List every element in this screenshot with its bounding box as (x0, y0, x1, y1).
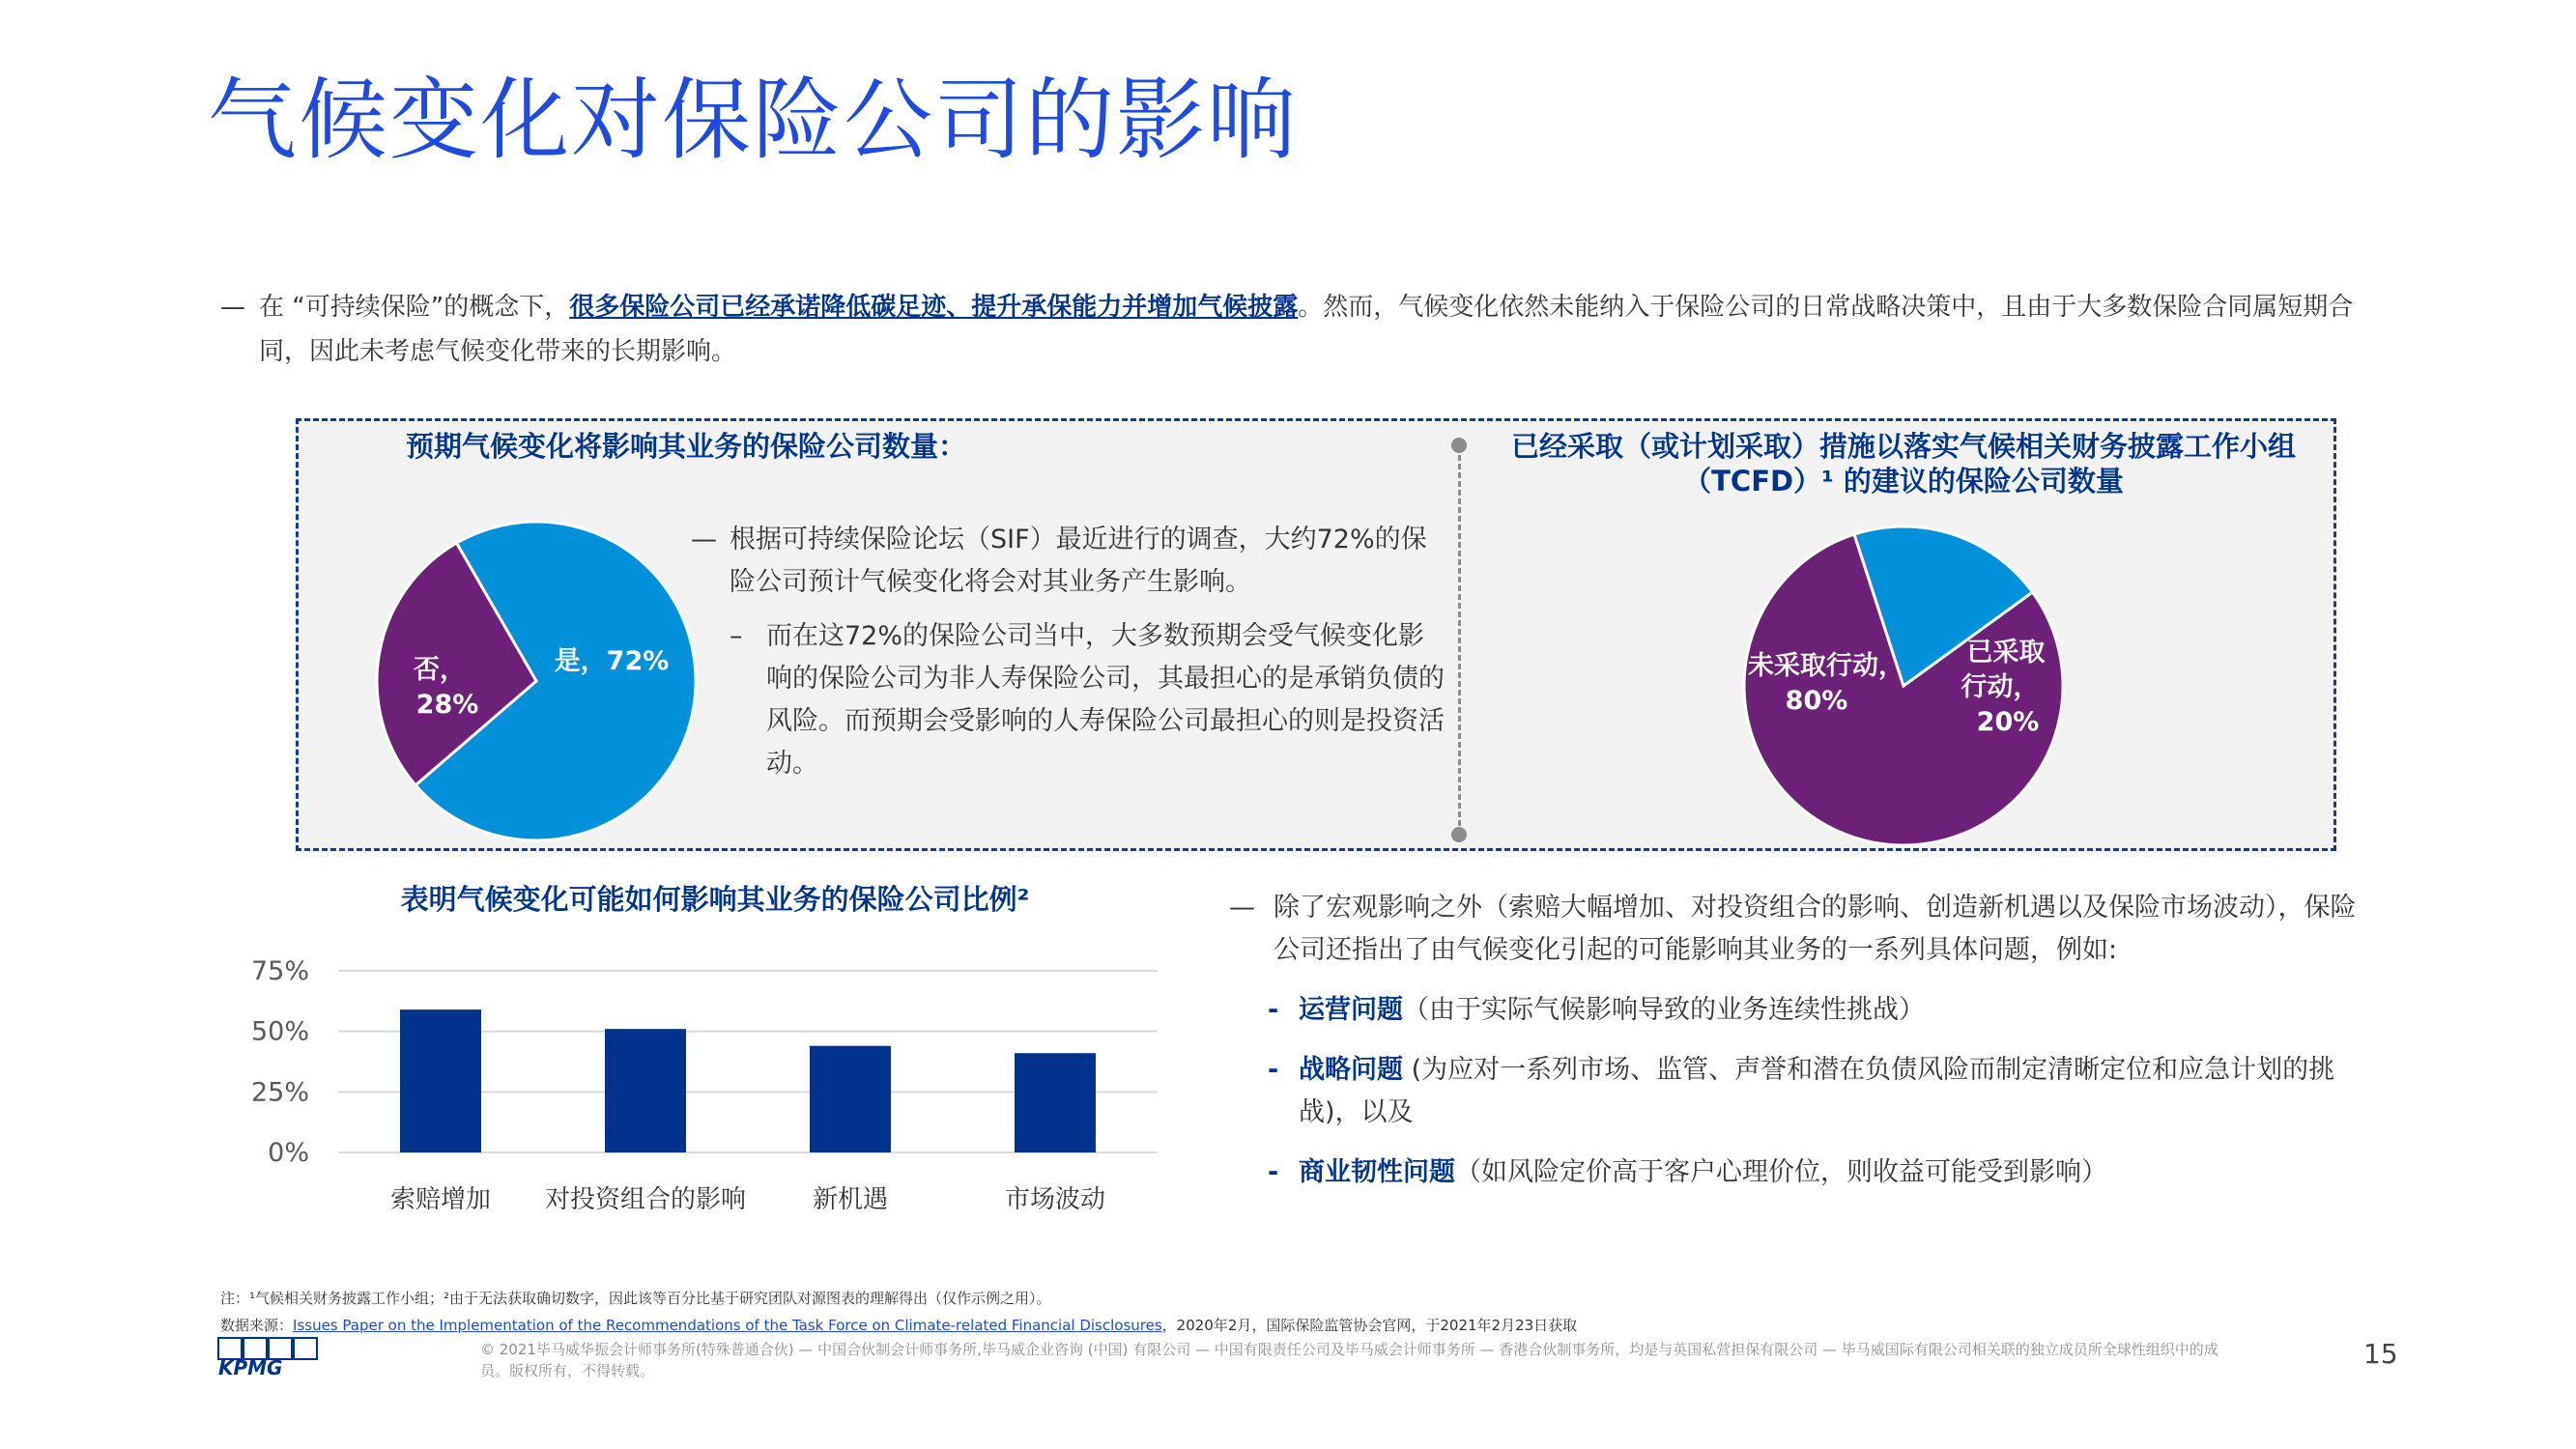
source-rest: ，2020年2月，国际保险监管协会官网，于2021年2月23日获取 (1161, 1317, 1578, 1334)
issue-keyword: 商业韧性问题 (1299, 1157, 1455, 1187)
issue-item (1229, 1049, 2369, 1134)
pie2-title: 已经采取（或计划采取）措施以落实气候相关财务披露工作小组（TCFD）¹ 的建议的保险公司数量 (1510, 430, 2296, 497)
kpmg-logo (216, 1336, 323, 1377)
impact-issues-text (1229, 887, 2369, 1194)
issue-text: （由于实际气候影响导致的业务连续性挑战） (1403, 995, 1925, 1025)
intro-text-highlight: 很多保险公司已经承诺降低碳足迹、提升承保能力并增加气候披露 (569, 293, 1299, 322)
footnotes (220, 1285, 2153, 1339)
page-title: 气候变化对保险公司的影响 (208, 69, 1299, 172)
pie2-chart (1739, 522, 2068, 850)
issue-text: (为应对一系列市场、监管、声誉和潜在负债风险而制定清晰定位和应急计划的挑战)，以及 (1299, 1055, 2335, 1127)
sif-main: 根据可持续保险论坛（SIF）最近进行的调查，大约72%的保险公司预计气候变化将会对其业务产生影响。 (730, 525, 1427, 597)
bar (400, 1009, 481, 1152)
pie1-label-no-2: 28% (415, 690, 479, 720)
intro-dash: — (220, 293, 245, 322)
copyright: © 2021毕马威华振会计师事务所(特殊普通合伙) — 中国合伙制会计师事务所,毕马威企业咨询 (中国) 有限公司 — 中国有限责任公司及毕马威会计师事务所 — 香港合伙制事务所，均是与英国私营担保有限公司 — 毕马威国际有限公司相关联的独立成员所全球性组织中的成员。版权所有，不得转载。 (480, 1341, 2218, 1379)
bar (810, 1046, 891, 1152)
bar-chart (222, 942, 1169, 1222)
logo-text: KPMG (218, 1356, 283, 1377)
bar-ytick-label: 50% (250, 1016, 309, 1047)
bar (605, 1029, 686, 1152)
bar-ytick-label: 25% (250, 1077, 309, 1108)
pie1-title: 预期气候变化将影响其业务的保险公司数量： (406, 430, 967, 463)
issue-keyword: 战略问题 (1299, 1055, 1403, 1085)
intro-paragraph (220, 285, 2385, 374)
source-label: 数据来源： (220, 1317, 294, 1334)
page-number: 15 (2363, 1338, 2398, 1370)
pie2-label-not-2: 80% (1785, 686, 1848, 716)
pie1-label-yes: 是，72% (554, 646, 670, 676)
divider-bottom-dot (1451, 827, 1467, 842)
issue-dash: - (1268, 1055, 1279, 1085)
sif-sub: 而在这72%的保险公司当中，大多数预期会受气候变化影响的保险公司为非人寿保险公司，其最担心的是承销负债的风险。而预期会受影响的人寿保险公司最担心的则是投资活动。 (766, 621, 1445, 779)
impact-dash: — (1229, 893, 1255, 923)
issue-text: （如风险定价高于客户心理价位，则收益可能受到影响） (1455, 1157, 2107, 1187)
issue-item (1229, 1151, 2369, 1194)
sif-text (691, 519, 1445, 785)
impact-intro: 除了宏观影响之外（索赔大幅增加、对投资组合的影响、创造新机遇以及保险市场波动），保险公司还指出了由气候变化引起的可能影响其业务的一系列具体问题，例如: (1274, 893, 2357, 965)
bar-chart-title: 表明气候变化可能如何影响其业务的保险公司比例² (400, 883, 1030, 916)
sif-dash: — (691, 525, 717, 554)
bar-category-label: 对投资组合的影响 (544, 1185, 747, 1214)
sif-sub-dash: – (730, 621, 743, 651)
pie1-chart (372, 517, 701, 845)
footnote-line: 注：¹气候相关财务披露工作小组；²由于无法获取确切数字，因此该等百分比基于研究团队对源图表的理解得出（仅作示例之用）。 (220, 1290, 1051, 1307)
pie1-label-no-1: 否， (414, 655, 466, 685)
issue-dash: - (1268, 995, 1279, 1025)
bar-ytick-label: 0% (268, 1138, 309, 1168)
pie2-label-not-1: 未采取行动， (1748, 651, 1904, 681)
bar-category-label: 市场波动 (1004, 1185, 1106, 1214)
source-link[interactable]: Issues Paper on the Implementation of the Recommendations of the Task Force on Climate-related Financial Disclosures (293, 1317, 1162, 1334)
bar-category-label: 新机遇 (812, 1185, 889, 1214)
issue-keyword: 运营问题 (1299, 995, 1403, 1025)
bar (1015, 1053, 1096, 1152)
issue-dash: - (1268, 1157, 1279, 1187)
bar-category-label: 索赔增加 (389, 1185, 492, 1214)
panel-divider (1458, 446, 1461, 835)
pie2-label-done-2: 行动， (1961, 672, 2040, 702)
bar-ytick-label: 75% (250, 956, 309, 986)
pie2-label-done-1: 已采取 (1966, 638, 2046, 668)
intro-text-pre: 在 “可持续保险”的概念下， (259, 293, 570, 322)
intro-text-post: 。然而，气候变化依然未能纳入于保险公司的日常战略决策中，且由于大多数保险合同属短期合同，因此未考虑气候变化带来的长期影响。 (259, 293, 2354, 366)
issue-item (1229, 989, 2369, 1032)
pie2-label-done-3: 20% (1976, 707, 2040, 737)
